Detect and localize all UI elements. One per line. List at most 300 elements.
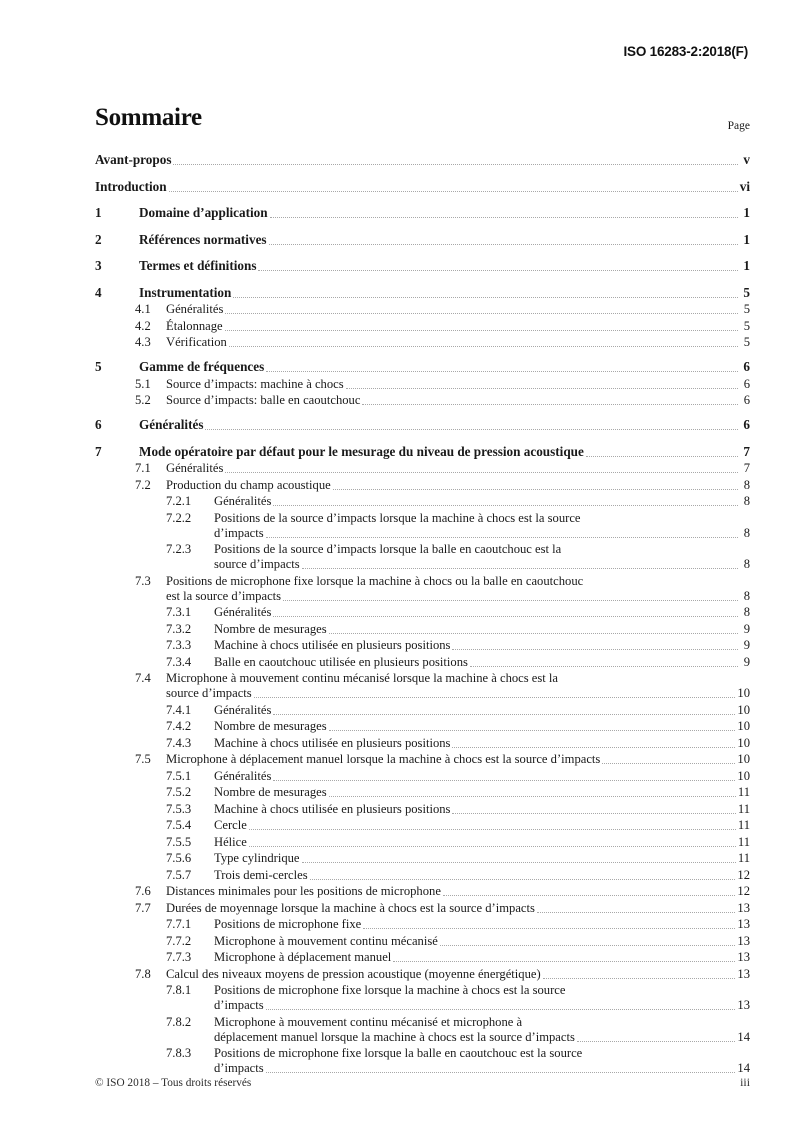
toc-entry-title: Positions de microphone fixe <box>214 917 362 931</box>
toc-entry-title: Cercle <box>214 818 247 832</box>
toc-entry[interactable] <box>95 302 750 317</box>
toc-entry[interactable] <box>95 359 750 375</box>
toc-entry-title: Nombre de mesurages <box>214 719 327 733</box>
toc-entry[interactable] <box>95 622 750 637</box>
toc-entry-body <box>166 393 750 408</box>
toc-entry-title: Machine à chocs utilisée en plusieurs positions <box>214 735 451 750</box>
toc-entry[interactable] <box>95 752 750 767</box>
toc-entry-body <box>139 417 750 433</box>
toc-entry-number: 7.3 <box>135 573 151 588</box>
dot-leader <box>225 329 738 331</box>
toc-entry-title: Trois demi-cercles <box>214 867 308 882</box>
toc-entry[interactable] <box>95 478 750 493</box>
page-title: Sommaire <box>95 104 202 131</box>
toc-entry-title: Machine à chocs utilisée en plusieurs positions <box>214 638 451 652</box>
toc-entry-number: 7.2 <box>135 477 151 492</box>
toc-entry-number: 5.1 <box>135 376 151 391</box>
toc-entry-title: Machine à chocs utilisée en plusieurs positions <box>214 801 451 816</box>
dot-leader <box>270 216 738 218</box>
toc-entry-number: 7.3.4 <box>166 654 192 669</box>
toc-entry-number: 4.1 <box>135 302 151 316</box>
dot-leader <box>563 553 749 554</box>
toc-entry-line-last <box>139 205 750 221</box>
toc-entry[interactable] <box>95 835 750 850</box>
toc-entry[interactable] <box>95 785 750 800</box>
toc-entry-body <box>214 868 750 883</box>
toc-entry-line-last <box>214 934 750 949</box>
toc-entry-title: Généralités <box>214 702 272 717</box>
toc-entry[interactable] <box>95 934 750 949</box>
toc-entry-line-last <box>214 655 750 670</box>
toc-entry-line-last <box>214 719 750 734</box>
page-column-label: Page <box>727 120 750 132</box>
toc-page-number: 11 <box>737 785 750 799</box>
toc-entry[interactable] <box>95 1015 750 1045</box>
dot-leader <box>452 648 738 650</box>
toc-entry-body <box>214 818 750 833</box>
toc-entry-line <box>166 671 750 686</box>
toc-entry[interactable] <box>95 377 750 392</box>
dot-leader <box>273 504 738 506</box>
toc-entry-number: 1 <box>95 205 102 220</box>
toc-entry-body <box>214 785 750 800</box>
dot-leader <box>584 1057 749 1058</box>
toc-entry-title: source d’impacts <box>214 557 300 571</box>
toc-entry-number: 7.7.3 <box>166 950 192 964</box>
dot-leader <box>273 615 738 617</box>
dot-leader <box>266 1071 736 1073</box>
toc-entry-body <box>166 377 750 392</box>
toc-page-number: 1 <box>743 258 750 273</box>
toc-entry-title: Mode opératoire par défaut pour le mesurage du niveau de pression acoustique <box>139 443 584 459</box>
toc-page-number: 10 <box>737 752 750 766</box>
toc-entry-title: Généralités <box>166 302 224 316</box>
toc-entry-line-last <box>166 461 750 476</box>
toc-entry-body <box>166 319 750 334</box>
toc-entry-body <box>95 179 750 195</box>
toc-entry-line <box>214 1015 750 1030</box>
toc-entry-line-last <box>139 285 750 301</box>
toc-entry-body <box>214 1046 750 1076</box>
toc-entry-number: 7.3.1 <box>166 605 192 619</box>
toc-entry-title: Durées de moyennage lorsque la machine à chocs est la source d’impacts <box>166 900 535 915</box>
toc-entry[interactable] <box>95 901 750 916</box>
toc-entry[interactable] <box>95 655 750 670</box>
toc-entry-title: Termes et définitions <box>139 258 257 273</box>
toc-entry-line-last <box>214 835 750 850</box>
toc-entry[interactable] <box>95 393 750 408</box>
toc-entry-line-last <box>166 377 750 392</box>
toc-entry-number: 6 <box>95 417 102 432</box>
toc-entry-line-last <box>214 818 750 833</box>
toc-page-number: 11 <box>737 834 750 849</box>
toc-entry-title: Balle en caoutchouc utilisée en plusieurs positions <box>214 654 468 669</box>
dot-leader <box>329 729 736 731</box>
dot-leader <box>249 828 736 830</box>
dot-leader <box>283 599 738 601</box>
dot-leader <box>586 455 738 457</box>
toc-page-number: v <box>743 152 750 167</box>
toc-entry-body <box>95 152 750 168</box>
dot-leader <box>329 795 736 797</box>
toc-entry-line-last <box>214 703 750 718</box>
toc-page-number: 1 <box>743 231 750 247</box>
toc-page-number: 5 <box>743 302 750 316</box>
toc-entry-line-last <box>166 302 750 317</box>
toc-entry-number: 2 <box>95 231 102 247</box>
toc-entry-number: 7.8 <box>135 966 151 981</box>
toc-entry-line-last <box>214 868 750 883</box>
toc-entry[interactable] <box>95 542 750 572</box>
toc-entry-title: d’impacts <box>214 998 264 1012</box>
toc-entry[interactable] <box>95 703 750 718</box>
toc-entry[interactable] <box>95 818 750 833</box>
dot-leader <box>266 1008 736 1010</box>
toc-entry-body <box>214 983 750 1013</box>
dot-leader <box>225 312 738 314</box>
toc-entry-body <box>214 605 750 620</box>
toc-entry-number: 7.5.7 <box>166 867 192 882</box>
toc-entry-title: Microphone à mouvement continu mécanisé lorsque la machine à chocs est la <box>166 671 559 685</box>
toc-entry-line-last <box>214 638 750 653</box>
toc-entry[interactable] <box>95 179 750 195</box>
toc-entry-body <box>166 671 750 701</box>
dot-leader <box>585 585 749 586</box>
toc-entry-body <box>214 1015 750 1045</box>
toc-entry[interactable] <box>95 417 750 433</box>
toc-entry-line-last <box>214 998 750 1013</box>
toc-entry-number: 7 <box>95 443 102 459</box>
toc-entry-line-last <box>166 319 750 334</box>
toc-entry-line <box>214 1046 750 1061</box>
dot-leader <box>205 428 738 430</box>
toc-entry-body <box>214 622 750 637</box>
dot-leader <box>440 944 736 946</box>
toc-entry[interactable] <box>95 605 750 620</box>
toc-entry[interactable] <box>95 494 750 509</box>
toc-entry-number: 7.5.1 <box>166 768 192 783</box>
toc-entry-title: Avant-propos <box>95 152 172 167</box>
toc-entry-number: 7.4.3 <box>166 735 192 750</box>
toc-page-number: 13 <box>737 950 750 964</box>
toc-entry-body <box>214 917 750 932</box>
toc-entry-line-last <box>166 335 750 350</box>
toc-entry-line-last <box>214 526 750 541</box>
toc-entry[interactable] <box>95 917 750 932</box>
toc-entry[interactable] <box>95 335 750 350</box>
toc-entry[interactable] <box>95 511 750 541</box>
toc-entry-number: 7.2.1 <box>166 494 192 508</box>
dot-leader <box>329 632 738 634</box>
toc-entry[interactable] <box>95 319 750 334</box>
toc-page-number: 6 <box>743 393 750 407</box>
dot-leader <box>233 296 738 298</box>
toc-entry-title: Hélice <box>214 834 247 849</box>
toc-entry-number: 7.5.2 <box>166 785 192 799</box>
toc-entry-line-last <box>139 444 750 460</box>
dot-leader <box>452 812 735 814</box>
toc-page-number: 5 <box>743 284 750 300</box>
toc-entry-line-last <box>214 494 750 509</box>
dot-leader <box>537 911 735 913</box>
toc-entry[interactable] <box>95 232 750 248</box>
dot-leader <box>583 522 749 523</box>
toc-page-number: 8 <box>743 557 750 571</box>
toc-entry[interactable] <box>95 851 750 866</box>
toc-page-number: 13 <box>737 917 750 931</box>
toc-entry[interactable] <box>95 802 750 817</box>
toc-entry-body <box>214 950 750 965</box>
toc-entry[interactable] <box>95 444 750 460</box>
toc-entry-title: Généralités <box>166 461 224 475</box>
toc-entry-line-last <box>214 950 750 965</box>
toc-page-number: vi <box>739 178 750 194</box>
toc-entry-body <box>214 719 750 734</box>
toc-page-number: 6 <box>743 417 750 432</box>
toc-entry-number: 7.7.1 <box>166 917 192 931</box>
toc-entry[interactable] <box>95 736 750 751</box>
toc-entry-line <box>214 542 750 557</box>
toc-entry-number: 7.5.3 <box>166 801 192 816</box>
toc-entry[interactable] <box>95 868 750 883</box>
toc-entry-number: 7.3.3 <box>166 638 192 652</box>
toc-entry-line-last <box>166 901 750 916</box>
toc-page-number: 8 <box>743 494 750 508</box>
title-row <box>95 104 750 138</box>
toc-entry-body <box>214 655 750 670</box>
toc-page-number: 10 <box>737 719 750 733</box>
toc-entry-number: 7.2.2 <box>166 510 192 525</box>
toc-entry-number: 7.3.2 <box>166 621 192 636</box>
toc-entry-line-last <box>139 359 750 375</box>
toc-page-number: 14 <box>737 1029 750 1044</box>
toc-entry[interactable] <box>95 258 750 274</box>
toc-entry-line-last <box>95 152 750 168</box>
dot-leader <box>333 488 738 490</box>
toc-page-number: 10 <box>737 686 750 700</box>
toc-entry-body <box>166 967 750 982</box>
toc-page-number: 11 <box>737 851 750 865</box>
toc-entry-title: Positions de la source d’impacts lorsque la balle en caoutchouc est la <box>214 542 562 556</box>
toc-page-number: 10 <box>737 735 750 750</box>
toc-entry-number: 7.5.4 <box>166 818 192 832</box>
toc-page-number: 10 <box>737 702 750 717</box>
toc-entry-line-last <box>166 967 750 982</box>
dot-leader <box>577 1040 736 1042</box>
toc-entry-line <box>214 511 750 526</box>
toc-entry-title: Microphone à mouvement continu mécanisé <box>214 933 438 948</box>
dot-leader <box>266 536 738 538</box>
toc-entry-title: Domaine d’application <box>139 205 268 220</box>
dot-leader <box>258 269 738 271</box>
toc-entry-body <box>214 769 750 784</box>
toc-entry-line-last <box>214 1061 750 1076</box>
toc-page-number: 8 <box>743 477 750 492</box>
dot-leader <box>602 762 735 764</box>
toc-entry-title: Instrumentation <box>139 284 232 300</box>
toc-entry-title: Microphone à déplacement manuel lorsque la machine à chocs est la source d’impacts <box>166 752 601 766</box>
toc-entry-title: Source d’impacts: balle en caoutchouc <box>166 393 361 407</box>
toc-page-number: 11 <box>737 818 750 832</box>
toc-entry-line-last <box>166 478 750 493</box>
toc-entry-number: 4 <box>95 284 102 300</box>
toc-page-number: 8 <box>743 588 750 603</box>
toc-entry-body <box>166 574 750 604</box>
toc-entry-line-last <box>214 605 750 620</box>
toc-entry-number: 7.4.2 <box>166 719 192 733</box>
toc-entry[interactable] <box>95 769 750 784</box>
toc-entry-title: est la source d’impacts <box>166 588 282 603</box>
toc-page-number: 7 <box>743 443 750 459</box>
dot-leader <box>393 960 735 962</box>
toc-entry-number: 7.2.3 <box>166 542 192 556</box>
dot-leader <box>470 665 738 667</box>
toc-entry-body <box>166 901 750 916</box>
toc-entry-title: Calcul des niveaux moyens de pression acoustique (moyenne énergétique) <box>166 966 541 981</box>
toc-entry-body <box>166 335 750 350</box>
toc-entry[interactable] <box>95 152 750 168</box>
toc-page-number: 13 <box>737 900 750 915</box>
toc-entry-line <box>166 574 750 589</box>
toc-entry-line-last <box>166 752 750 767</box>
toc-entry-line-last <box>95 179 750 195</box>
toc-entry-body <box>214 638 750 653</box>
toc-entry-number: 5.2 <box>135 393 151 407</box>
dot-leader <box>560 682 749 683</box>
toc-page-number: 5 <box>743 335 750 349</box>
toc-entry-title: Positions de la source d’impacts lorsque la machine à chocs est la source <box>214 510 581 525</box>
toc-entry-body <box>166 461 750 476</box>
toc-entry-body <box>214 703 750 718</box>
copyright-notice: © ISO 2018 – Tous droits réservés <box>95 1077 252 1089</box>
toc-entry-body <box>214 736 750 751</box>
toc-entry[interactable] <box>95 461 750 476</box>
toc-entry-line-last <box>214 785 750 800</box>
toc-entry-title: Nombre de mesurages <box>214 785 327 799</box>
toc-entry-line <box>214 983 750 998</box>
toc-entry-line-last <box>166 884 750 899</box>
page-footer <box>95 1075 750 1090</box>
toc-entry-body <box>214 851 750 866</box>
toc-entry-number: 7.6 <box>135 884 151 898</box>
dot-leader <box>443 894 735 896</box>
table-of-contents <box>95 152 750 1078</box>
dot-leader <box>310 878 736 880</box>
toc-entry-title: d’impacts <box>214 1061 264 1075</box>
toc-entry-title: Microphone à déplacement manuel <box>214 950 392 964</box>
toc-entry-line-last <box>166 686 750 701</box>
toc-entry-body <box>214 934 750 949</box>
toc-entry-line-last <box>166 589 750 604</box>
dot-leader <box>567 994 749 995</box>
dot-leader <box>173 163 738 165</box>
toc-entry-title: Distances minimales pour les positions de microphone <box>166 884 441 898</box>
toc-entry-title: Positions de microphone fixe lorsque la machine à chocs est la source <box>214 983 566 997</box>
toc-entry[interactable] <box>95 285 750 301</box>
toc-entry-title: source d’impacts <box>166 686 252 700</box>
toc-entry-title: Source d’impacts: machine à chocs <box>166 376 344 391</box>
toc-entry-title: Généralités <box>214 494 272 508</box>
toc-page-number: 6 <box>743 376 750 391</box>
toc-page-number: 11 <box>737 801 750 816</box>
toc-entry-body <box>139 285 750 301</box>
toc-entry-title: Étalonnage <box>166 318 223 333</box>
toc-page-number: 5 <box>743 318 750 333</box>
toc-entry-number: 4.2 <box>135 318 151 333</box>
toc-entry[interactable] <box>95 574 750 604</box>
toc-entry-title: Type cylindrique <box>214 851 300 865</box>
toc-entry-title: Microphone à mouvement continu mécanisé et microphone à <box>214 1014 523 1029</box>
toc-page-number: 12 <box>737 884 750 898</box>
dot-leader <box>249 845 736 847</box>
toc-entry-number: 7.4.1 <box>166 702 192 717</box>
toc-entry-number: 7.4 <box>135 671 151 685</box>
dot-leader <box>302 861 736 863</box>
dot-leader <box>363 927 735 929</box>
toc-entry-body <box>166 884 750 899</box>
toc-entry[interactable] <box>95 884 750 899</box>
toc-page-number: 1 <box>743 205 750 220</box>
toc-entry-line-last <box>214 802 750 817</box>
dot-leader <box>543 977 736 979</box>
toc-entry-title: d’impacts <box>214 525 264 540</box>
toc-entry[interactable] <box>95 638 750 653</box>
toc-page-number: 12 <box>737 867 750 882</box>
toc-entry-body <box>214 802 750 817</box>
toc-entry-body <box>166 752 750 767</box>
dot-leader <box>302 567 738 569</box>
toc-entry[interactable] <box>95 967 750 982</box>
toc-page-number: 7 <box>743 461 750 475</box>
dot-leader <box>346 387 738 389</box>
toc-entry-title: Positions de microphone fixe lorsque la machine à chocs ou la balle en caoutchouc <box>166 573 584 588</box>
toc-entry[interactable] <box>95 205 750 221</box>
toc-entry-line-last <box>214 769 750 784</box>
toc-entry[interactable] <box>95 719 750 734</box>
toc-entry-line-last <box>214 851 750 866</box>
toc-entry-line-last <box>214 1030 750 1045</box>
toc-entry-number: 7.1 <box>135 461 151 475</box>
toc-page-number: 13 <box>737 998 750 1012</box>
toc-entry-number: 4.3 <box>135 335 151 349</box>
toc-entry-body <box>166 302 750 317</box>
toc-entry-title: Références normatives <box>139 231 267 247</box>
toc-entry-body <box>139 444 750 460</box>
toc-entry[interactable] <box>95 671 750 701</box>
toc-entry[interactable] <box>95 950 750 965</box>
toc-page-number: 9 <box>743 654 750 669</box>
toc-entry-title: Production du champ acoustique <box>166 477 331 492</box>
toc-entry-line-last <box>166 393 750 408</box>
toc-entry[interactable] <box>95 1046 750 1076</box>
toc-entry-title: Introduction <box>95 178 167 194</box>
dot-leader <box>266 370 738 372</box>
toc-entry-body <box>214 835 750 850</box>
toc-entry-number: 7.5 <box>135 752 151 766</box>
toc-entry[interactable] <box>95 983 750 1013</box>
dot-leader <box>254 696 736 698</box>
toc-entry-line-last <box>214 557 750 572</box>
dot-leader <box>225 471 738 473</box>
toc-entry-number: 3 <box>95 258 102 273</box>
toc-page-number: 9 <box>743 638 750 652</box>
toc-entry-title: déplacement manuel lorsque la machine à chocs est la source d’impacts <box>214 1029 575 1044</box>
toc-entry-number: 7.8.2 <box>166 1014 192 1029</box>
dot-leader <box>229 345 738 347</box>
toc-page-number: 14 <box>737 1061 750 1075</box>
toc-entry-line-last <box>139 417 750 433</box>
dot-leader <box>269 243 738 245</box>
